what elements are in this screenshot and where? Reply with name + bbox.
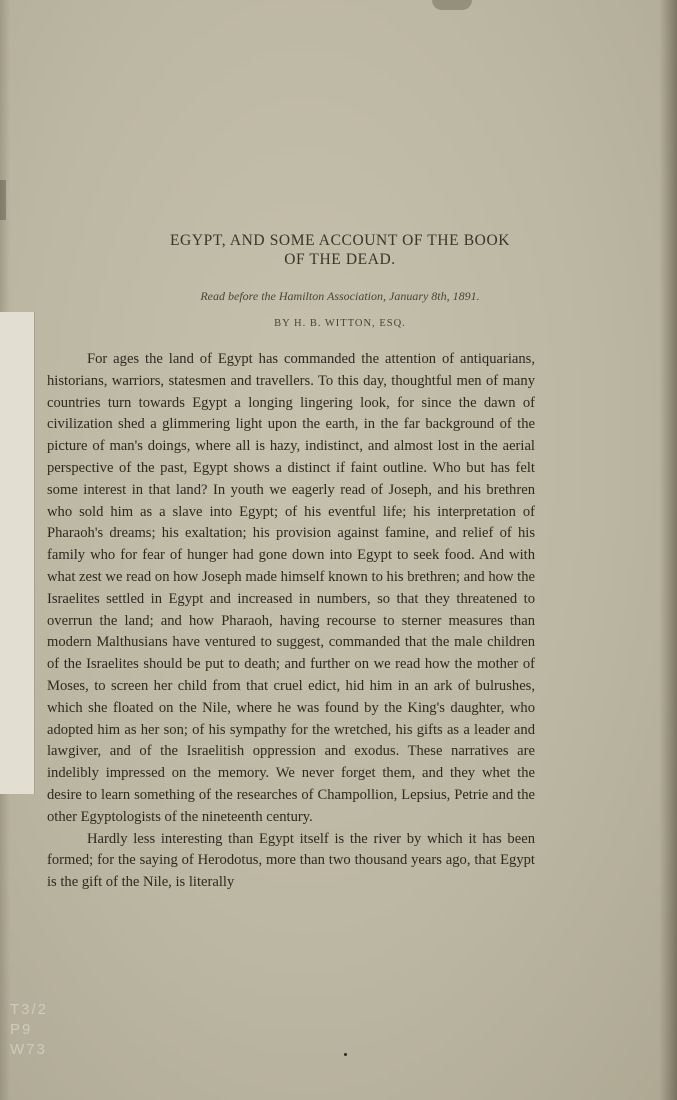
library-marginalia	[10, 1000, 100, 1060]
article-subtitle: Read before the Hamilton Association, January 8th, 1891.	[200, 289, 480, 303]
article-title-line-1: EGYPT, AND SOME ACCOUNT OF THE BOOK	[169, 232, 511, 249]
body-paragraph-1: For ages the land of Egypt has commanded the attention of antiquarians, historians, warriors, statesmen and travellers. To this day, thoughtful men of many countries turn towards Egypt a longing lingering look, for since the dawn of civilization shed a glimmering light upon the earth, in the far background of the picture of man's doings, where all is hazy, indistinct, and almost lost in the aerial perspective of the past, Egypt shows a distinct if faint outline. Who but has felt some interest in that land? In youth we eagerly read of Joseph, and his brethren who sold him as a slave into Egypt; of his eventful life; his interpretation of Pharaoh's dreams; his exaltation; his provision against famine, and relief of his family who for fear of hunger had gone down into Egypt to seek food. And with what zest we read on how Joseph made himself known to his brethren; and how the Israelites settled in Egypt and increased in numbers, so that they threatened to overrun the land; and how Pharaoh, having recourse to sterner measures than modern Malthusians have ventured to suggest, commanded that the male children of the Israelites should be put to death; and further on we read how the mother of Moses, to screen her child from that cruel edict, hid him in an ark of bulrushes, which she floated on the Nile, where he was found by the King's daughter, who adopted him as her son; of his sympathy for the wretched, his gifts as a leader and lawgiver, and of the Israelitish oppression and exodus. These narratives are indelibly impressed on the memory. We never forget them, and they whet the desire to learn something of the researches of Champollion, Lepsius, Petrie and the other Egyptologists of the nineteenth century.	[47, 351, 535, 825]
article-title	[60, 231, 620, 269]
top-edge-mark	[432, 0, 472, 10]
author-byline: BY H. B. WITTON, ESQ.	[274, 318, 406, 329]
marginalia-line-1: T3/2	[10, 1001, 49, 1018]
marginalia-line-2: P9	[10, 1021, 33, 1038]
body-paragraph-2: Hardly less interesting than Egypt itself is the river by which it has been formed; for the saying of Herodotus, more than two thousand years ago, that Egypt is the gift of the Nile, is literally	[47, 830, 535, 891]
article-body	[47, 349, 535, 894]
ink-dot	[344, 1053, 347, 1056]
article-title-line-2: OF THE DEAD.	[284, 251, 396, 268]
marginalia-line-3: W73	[10, 1041, 47, 1058]
page-right-shadow	[659, 0, 677, 1100]
edge-smudge	[0, 180, 6, 220]
paper-edge-strip	[0, 312, 35, 794]
